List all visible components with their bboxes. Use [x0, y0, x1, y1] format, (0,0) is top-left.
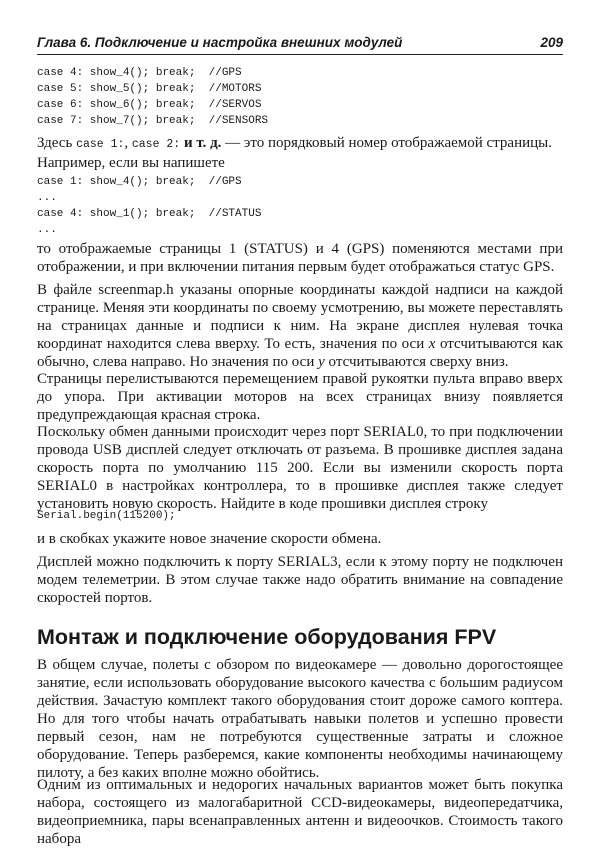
code-line: case 4: show_4(); break; //GPS — [37, 67, 242, 79]
page-number: 209 — [540, 35, 563, 50]
inline-code: case 2: — [131, 138, 181, 151]
code-line-serial-begin: Serial.begin(115200); — [37, 510, 176, 522]
paragraph-1 — [37, 134, 563, 172]
code-line: case 4: show_1(); break; //STATUS — [37, 208, 262, 220]
code-line: ... — [37, 224, 57, 236]
code-block-1 — [37, 65, 563, 129]
paragraph-1-line-2: Например, если вы напишете — [37, 155, 225, 171]
code-line: case 7: show_7(); break; //SENSORS — [37, 115, 269, 127]
paragraph-2: то отображаемые страницы 1 (STATUS) и 4 (GPS) поменяются местами при отображении, и при включении питания первым будет отображаться статус GPS. — [37, 241, 563, 275]
code-line: case 5: show_5(); break; //MOTORS — [37, 83, 262, 95]
inline-code: case 1: — [76, 138, 125, 151]
paragraph-4: Страницы перелистываются перемещением правой рукоятки пульта вправо вверх до упора. При активации моторов на всех страницах внизу появляется предупреждающая красная строка. — [37, 371, 563, 423]
chapter-title: Глава 6. Подключение и настройка внешних модулей — [37, 35, 403, 50]
paragraph-3: В файле screenmap.h указаны опорные координаты каждой надписи на каждой странице. Меняя эти координаты по своему усмотрению, вы можете переставлять на страницах данные и подписи к ним. На экране дисплея нулевая точка координат находится слева вверху. То есть, значения по оси x отсчитываются как обычно, слева направо. Но значения по оси y отсчитываются сверху вниз. — [37, 282, 563, 370]
paragraph-8: В общем случае, полеты с обзором по видеокамере — довольно дорогостоящее занятие, если использовать оборудование высокого качества с большим радиусом действия. Зачастую комплект такого оборудования стоит дороже самого коптера. Но для того чтобы начать отрабатывать навыки полетов и успешно провести первый сезон, нам не потребуются существенные затраты и сложное оборудование. Теперь разберемся, какие компоненты необходимы начинающему пилоту, а без каких вполне можно обойтись. — [37, 657, 563, 781]
running-header — [37, 34, 563, 55]
code-block-2 — [37, 174, 563, 238]
code-line: ... — [37, 192, 57, 204]
section-heading: Монтаж и подключение оборудования FPV — [37, 625, 497, 649]
paragraph-5: Поскольку обмен данными происходит через порт SERIAL0, то при подключении провода USB дисплей следует отключать от разъема. В прошивке дисплея задана скорость порта по умолчанию 115 200. Если вы изменили скорость порта SERIAL0 в настройках контроллера, то в прошивке дисплея также следует установить новую скорость. Найдите в коде прошивки дисплея строку — [37, 424, 563, 512]
paragraph-6: и в скобках укажите новое значение скорости обмена. — [37, 531, 382, 547]
code-line: case 6: show_6(); break; //SERVOS — [37, 99, 262, 111]
paragraph-1-line-1: Здесь case 1:, case 2: и т. д. — это порядковый номер отображаемой страницы. — [37, 135, 552, 151]
paragraph-7: Дисплей можно подключить к порту SERIAL3, если к этому порту не подключен модем телеметрии. В этом случае также надо обратить внимание на совпадение скоростей портов. — [37, 554, 563, 606]
paragraph-9: Одним из оптимальных и недорогих начальных вариантов может быть покупка набора, состоящего из малогабаритной CCD-видеокамеры, видеопередатчика, видеоприемника, пары всенаправленных антенн и видеоочков. Стоимость такого набора — [37, 777, 563, 847]
code-line: case 1: show_4(); break; //GPS — [37, 176, 242, 188]
